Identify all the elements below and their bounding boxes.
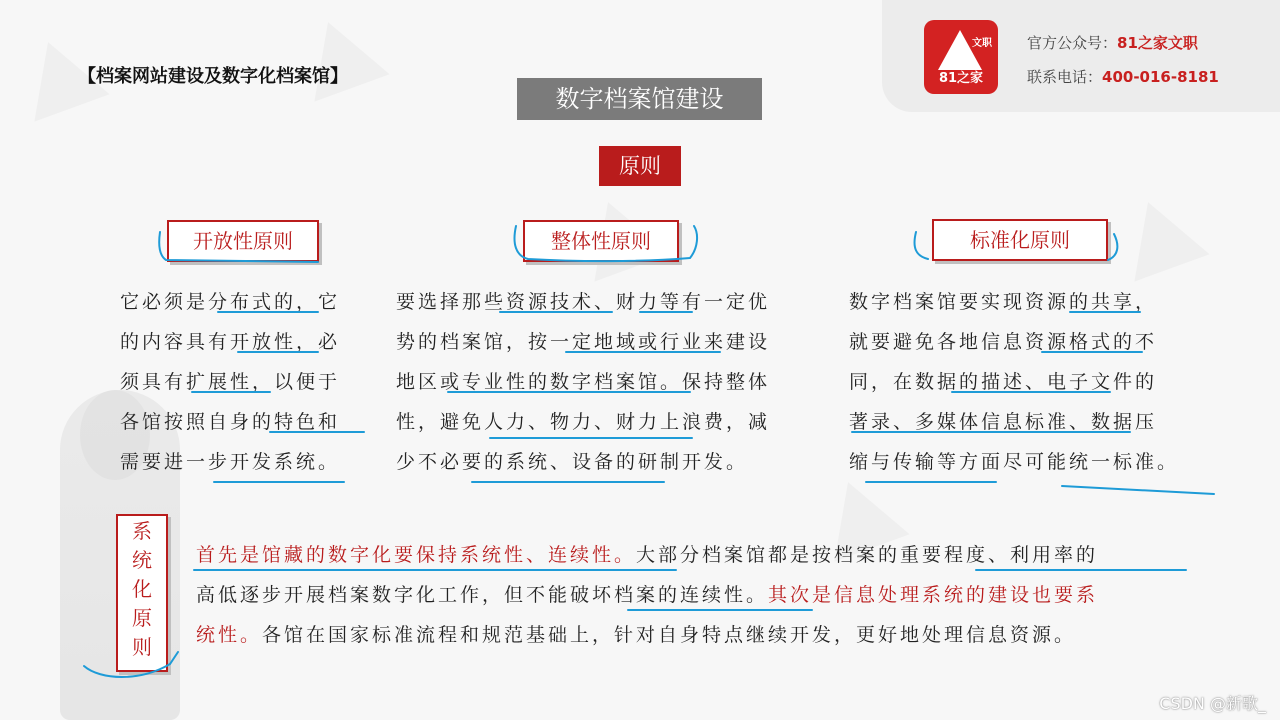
ink-bracket xyxy=(515,226,698,261)
heading-char: 则 xyxy=(132,635,152,659)
text-line: 地区或专业性的数字档案馆。保持整体 xyxy=(396,371,771,393)
text-line: 就要避免各地信息资源格式的不 xyxy=(849,331,1158,353)
text-line: 的内容具有开放性，必 xyxy=(120,331,341,353)
account-label: 官方公众号： xyxy=(1027,34,1118,52)
heading-char: 原 xyxy=(132,606,152,630)
phone-value: 400-016-8181 xyxy=(1102,68,1219,86)
ink-bracket xyxy=(1108,234,1117,260)
text-line: 势的档案馆，按一定地域或行业来建设 xyxy=(396,331,771,353)
text-line: 缩与传输等方面尽可能统一标准。 xyxy=(849,451,1180,473)
text-line: 性，避免人力、物力、财力上浪费，减 xyxy=(396,411,771,433)
ink-underline xyxy=(159,232,318,262)
body-text: 高低逐步开展档案数字化工作，但不能破坏档案的连续性。 xyxy=(196,584,769,606)
text-line: 著录、多媒体信息标准、数据压 xyxy=(849,411,1158,433)
heading-char: 统 xyxy=(132,548,152,572)
text-line: 要选择那些资源技术、财力等有一定优 xyxy=(396,291,771,313)
topic-title: 【档案网站建设及数字化档案馆】 xyxy=(78,66,348,87)
logo-text: 81之家 xyxy=(938,71,984,86)
emphasis-text: 首先是馆藏的数字化要保持系统性、连续性。 xyxy=(196,544,637,566)
ink-bracket xyxy=(915,232,929,259)
text-line: 它必须是分布式的，它 xyxy=(120,291,341,313)
emphasis-text: 其次是信息处理系统的建设也要系 xyxy=(768,584,1099,606)
principle-label: 原则 xyxy=(599,146,681,186)
heading-char: 化 xyxy=(132,577,152,601)
body-text: 各馆在国家标准流程和规范基础上，针对自身特点继续开发，更好地处理信息资源。 xyxy=(262,624,1077,646)
phone-label: 联系电话： xyxy=(1027,68,1103,86)
ink-swoosh xyxy=(84,652,178,677)
account-value: 81之家文职 xyxy=(1117,34,1198,52)
text-line: 各馆按照自身的特色和 xyxy=(120,411,341,433)
heading-char: 系 xyxy=(132,519,152,543)
heading-openness: 开放性原则 xyxy=(167,220,319,262)
ink-underline xyxy=(1062,486,1214,494)
text-line: 需要进一步开发系统。 xyxy=(120,451,341,473)
heading-standardization: 标准化原则 xyxy=(932,219,1108,261)
heading-integrity: 整体性原则 xyxy=(523,220,679,262)
text-line: 须具有扩展性，以便于 xyxy=(120,371,341,393)
text-line: 少不必要的系统、设备的研制开发。 xyxy=(396,451,749,473)
text-line: 数字档案馆要实现资源的共享， xyxy=(849,291,1158,313)
text-line: 同，在数据的描述、电子文件的 xyxy=(849,371,1158,393)
body-text: 大部分档案馆都是按档案的重要程度、利用率的 xyxy=(636,544,1099,566)
logo-tag: 文职 xyxy=(972,38,992,49)
slide-title: 数字档案馆建设 xyxy=(517,78,762,120)
emphasis-text: 统性。 xyxy=(196,624,263,646)
csdn-credit: CSDN @新歌_ xyxy=(1159,694,1266,713)
